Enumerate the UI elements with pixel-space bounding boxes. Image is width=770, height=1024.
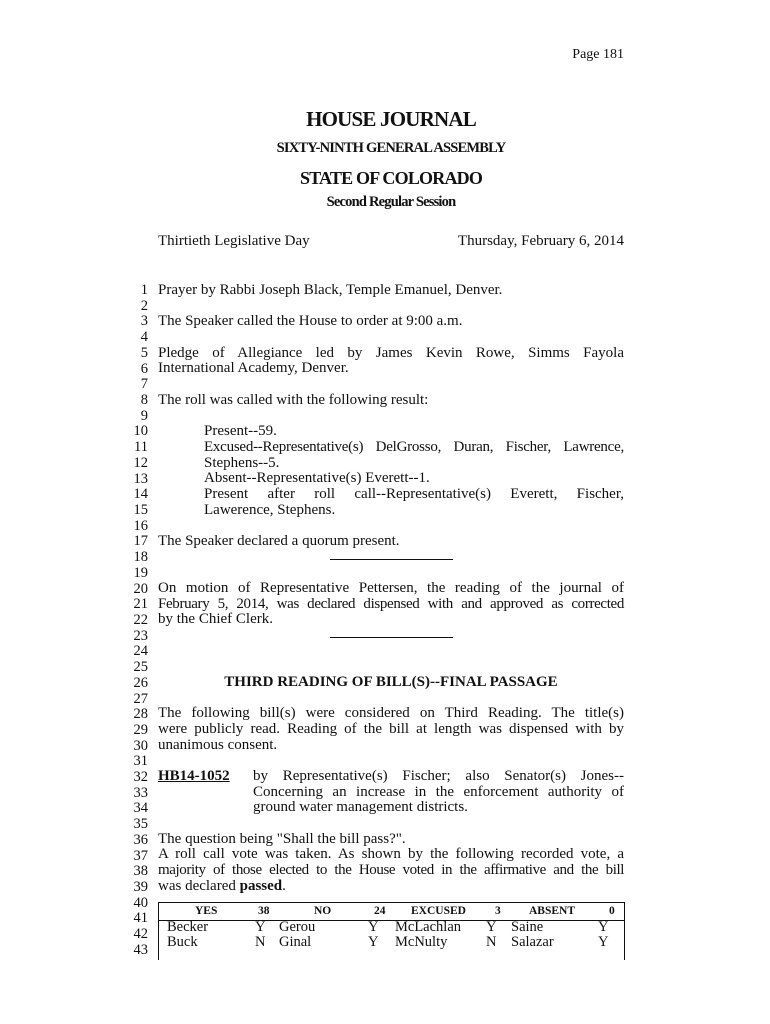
header-no-count: 24 [374, 905, 386, 917]
line-number: 15 [133, 501, 148, 518]
header-excused-count: 3 [495, 905, 501, 917]
line-number: 7 [140, 376, 148, 393]
legislative-day: Thirtieth Legislative Day [158, 233, 310, 249]
line-number: 42 [133, 926, 148, 943]
line-number: 12 [133, 454, 148, 471]
line-number: 25 [133, 659, 148, 675]
line-number: 40 [133, 894, 148, 911]
line-number: 21 [133, 596, 148, 613]
table-header-border [159, 920, 624, 921]
table-cell: Ginal [279, 934, 312, 950]
journal-title: HOUSE JOURNAL [306, 107, 476, 131]
roll-after-line-2: Lawerence, Stephens. [204, 502, 336, 518]
line-number: 20 [133, 580, 148, 597]
table-cell: Gerou [279, 919, 316, 935]
table-cell: Becker [167, 919, 209, 935]
line-number: 34 [133, 800, 148, 817]
table-cell: Buck [167, 934, 198, 950]
line-number: 35 [133, 816, 148, 833]
line-number: 8 [140, 392, 148, 408]
line-number: 33 [133, 784, 148, 801]
quorum-line: The Speaker declared a quorum present. [158, 533, 400, 549]
line-number: 27 [133, 690, 148, 707]
header-yes: YES [195, 905, 218, 917]
vote-text-line-2: majority of those elected to the House voted in the affirmative and the bill [158, 862, 624, 878]
line-number: 32 [133, 769, 148, 785]
table-cell: Saine [511, 919, 544, 935]
line-number: 30 [133, 737, 148, 754]
table-cell: N [255, 934, 266, 950]
bill-title-line-2: ground water management districts. [253, 799, 468, 815]
line-number: 3 [140, 313, 148, 330]
page-number: Page 181 [572, 47, 624, 62]
header-absent-count: 0 [609, 905, 615, 917]
assembly-heading: SIXTY-NINTH GENERAL ASSEMBLY [276, 140, 506, 156]
line-number: 17 [133, 533, 148, 550]
pledge-line-1: Pledge of Allegiance led by James Kevin Rowe, Simms Fayola [158, 345, 624, 361]
bill-number: HB14-1052 [158, 768, 230, 784]
motion-line-1: On motion of Representative Pettersen, the reading of the journal of [158, 580, 624, 596]
motion-line-3: by the Chief Clerk. [158, 611, 273, 627]
bill-title-line-1: Concerning an increase in the enforcement authority of [253, 784, 624, 800]
line-number: 36 [133, 831, 148, 848]
vote-text-line-3 [158, 879, 286, 895]
table-cell: Y [368, 934, 379, 950]
roll-after-line-1: Present after roll call--Representative(s) Everett, Fischer, [204, 486, 624, 502]
third-reading-line-2: were publicly read. Reading of the bill at length was dispensed with by [158, 721, 624, 737]
pledge-line-2: International Academy, Denver. [158, 360, 349, 376]
line-number: 41 [133, 910, 148, 927]
line-number: 10 [133, 423, 148, 440]
journal-date: Thursday, February 6, 2014 [457, 233, 624, 249]
table-cell: Y [255, 919, 266, 935]
separator-rule [330, 637, 453, 638]
line-number: 4 [140, 329, 148, 346]
vote-text-prefix: was declared [158, 878, 240, 894]
line-number: 18 [133, 549, 148, 566]
line-number: 38 [133, 863, 148, 880]
third-reading-line-1: The following bill(s) were considered on Third Reading. The title(s) [158, 705, 624, 721]
header-no: NO [314, 905, 332, 917]
line-number: 43 [133, 941, 148, 958]
roll-excused-line-2: Stephens--5. [204, 455, 280, 471]
prayer-line: Prayer by Rabbi Joseph Black, Temple Emanuel, Denver. [158, 282, 503, 298]
bill-sponsor-line: by Representative(s) Fischer; also Senator(s) Jones-- [253, 768, 624, 784]
table-cell: Y [598, 919, 609, 935]
motion-line-2: February 5, 2014, was declared dispensed with and approved as corrected [158, 596, 624, 612]
question-line: The question being "Shall the bill pass?". [158, 831, 406, 847]
roll-call-vote-table [158, 902, 625, 960]
table-cell: Y [486, 919, 497, 935]
line-number: 26 [133, 674, 148, 691]
line-number: 29 [133, 721, 148, 738]
line-number: 24 [133, 643, 148, 660]
table-cell: Y [368, 919, 379, 935]
table-cell: McLachlan [395, 919, 462, 935]
vote-text-line-1: A roll call vote was taken. As shown by the following recorded vote, a [158, 846, 624, 862]
vote-result-word: passed [239, 878, 283, 894]
line-number: 23 [133, 627, 148, 644]
line-number: 39 [133, 879, 148, 895]
third-reading-line-3: unanimous consent. [158, 737, 278, 753]
line-number: 31 [133, 753, 148, 770]
line-number: 37 [133, 847, 148, 864]
line-number: 2 [140, 297, 148, 314]
line-number: 5 [140, 344, 148, 361]
line-number: 14 [133, 486, 148, 503]
table-cell: McNulty [395, 934, 448, 950]
line-number: 11 [134, 439, 148, 456]
roll-intro: The roll was called with the following result: [158, 392, 429, 408]
table-cell: Y [598, 934, 609, 950]
session-heading: Second Regular Session [326, 194, 456, 210]
line-number: 1 [140, 282, 148, 298]
roll-present: Present--59. [204, 423, 277, 439]
table-cell: N [486, 934, 497, 950]
header-yes-count: 38 [258, 905, 270, 917]
line-number: 16 [133, 517, 148, 534]
line-number: 13 [133, 470, 148, 487]
line-number: 9 [140, 407, 148, 424]
roll-absent: Absent--Representative(s) Everett--1. [204, 470, 430, 486]
state-heading: STATE OF COLORADO [299, 168, 483, 188]
line-number: 28 [133, 706, 148, 723]
table-cell: Salazar [511, 934, 554, 950]
roll-excused-line-1: Excused--Representative(s) DelGrosso, Duran, Fischer, Lawrence, [204, 439, 624, 455]
separator-rule [330, 559, 453, 560]
section-heading: THIRD READING OF BILL(S)--FINAL PASSAGE [224, 674, 558, 690]
line-number: 22 [133, 611, 148, 628]
call-to-order-line: The Speaker called the House to order at 9:00 a.m. [158, 313, 463, 329]
header-excused: EXCUSED [411, 905, 466, 917]
line-number: 19 [133, 564, 148, 581]
vote-text-suffix: . [282, 878, 286, 894]
line-number: 6 [140, 360, 148, 377]
header-absent: ABSENT [529, 905, 576, 917]
